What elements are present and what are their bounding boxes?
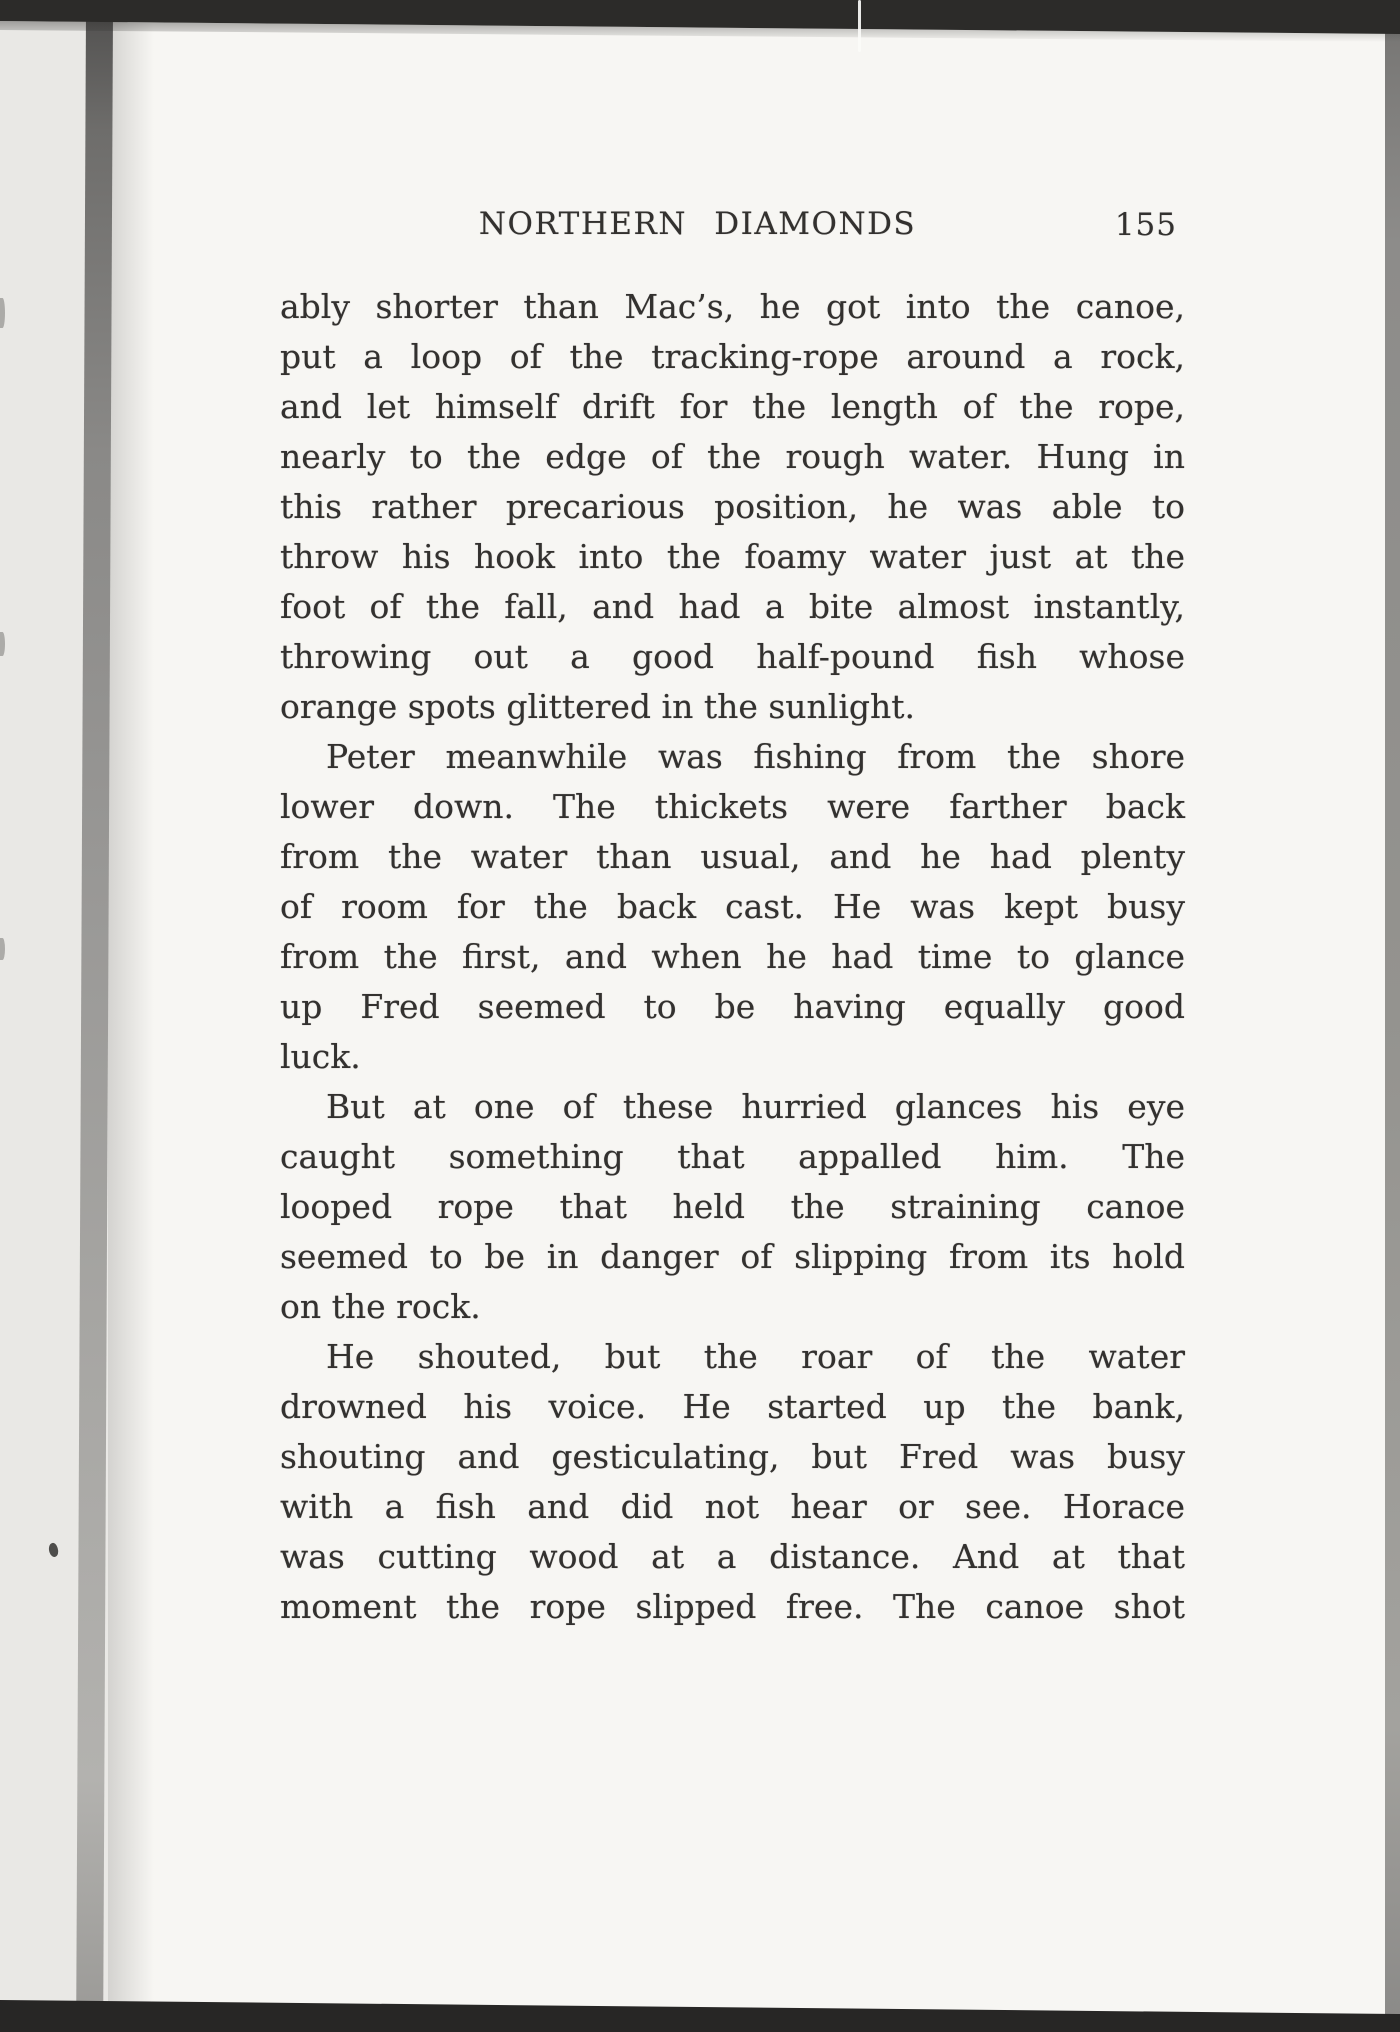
paragraph: [280, 282, 1185, 732]
page-edge-artifact: [0, 298, 5, 328]
page-edge-artifact: [0, 632, 5, 656]
text-line: looped rope that held the straining canoe: [280, 1187, 1185, 1226]
text-line: from the water than usual, and he had plenty: [280, 837, 1185, 876]
text-line: this rather precarious position, he was able to: [280, 487, 1185, 526]
paragraph: [280, 1332, 1185, 1632]
paragraph: [280, 732, 1185, 1082]
text-line: from the first, and when he had time to glance: [280, 937, 1185, 976]
text-line: foot of the fall, and had a bite almost instantly,: [280, 587, 1185, 626]
running-header: [280, 206, 1185, 256]
text-line: on the rock.: [280, 1287, 481, 1326]
page-edge-artifact: [0, 938, 5, 960]
paragraph: [280, 1082, 1185, 1332]
page-text: [280, 282, 1185, 1632]
text-line: with a fish and did not hear or see. Horace: [280, 1487, 1185, 1526]
text-line: ably shorter than Mac’s, he got into the canoe,: [280, 287, 1185, 326]
text-line: throw his hook into the foamy water just at the: [280, 537, 1185, 576]
page-number: 155: [1114, 207, 1177, 243]
text-line: caught something that appalled him. The: [280, 1137, 1185, 1176]
text-line: moment the rope slipped free. The canoe shot: [280, 1587, 1185, 1626]
text-line: of room for the back cast. He was kept busy: [280, 887, 1185, 926]
text-line: put a loop of the tracking-rope around a rock,: [280, 337, 1185, 376]
text-line: shouting and gesticulating, but Fred was busy: [280, 1437, 1185, 1476]
text-line: luck.: [280, 1037, 361, 1076]
ink-speck-artifact: [47, 1542, 60, 1558]
text-line: lower down. The thickets were farther back: [280, 787, 1185, 826]
book-title-header: NORTHERN DIAMONDS: [478, 206, 917, 242]
facing-page-edge: [1385, 0, 1400, 2032]
scan-scratch-artifact: [858, 0, 861, 52]
text-line: nearly to the edge of the rough water. Hung in: [280, 437, 1185, 476]
text-line: seemed to be in danger of slipping from its hold: [280, 1237, 1185, 1276]
text-line: up Fred seemed to be having equally good: [280, 987, 1185, 1026]
text-line: drowned his voice. He started up the bank,: [280, 1387, 1185, 1426]
text-line: throwing out a good half-pound fish whose: [280, 637, 1185, 676]
text-line: was cutting wood at a distance. And at that: [280, 1537, 1185, 1576]
text-line: orange spots glittered in the sunlight.: [280, 687, 916, 726]
text-line: and let himself drift for the length of the rope,: [280, 387, 1185, 426]
text-line: Peter meanwhile was fishing from the shore: [326, 737, 1185, 776]
text-line: He shouted, but the roar of the water: [326, 1337, 1185, 1376]
text-line: But at one of these hurried glances his eye: [326, 1087, 1185, 1126]
